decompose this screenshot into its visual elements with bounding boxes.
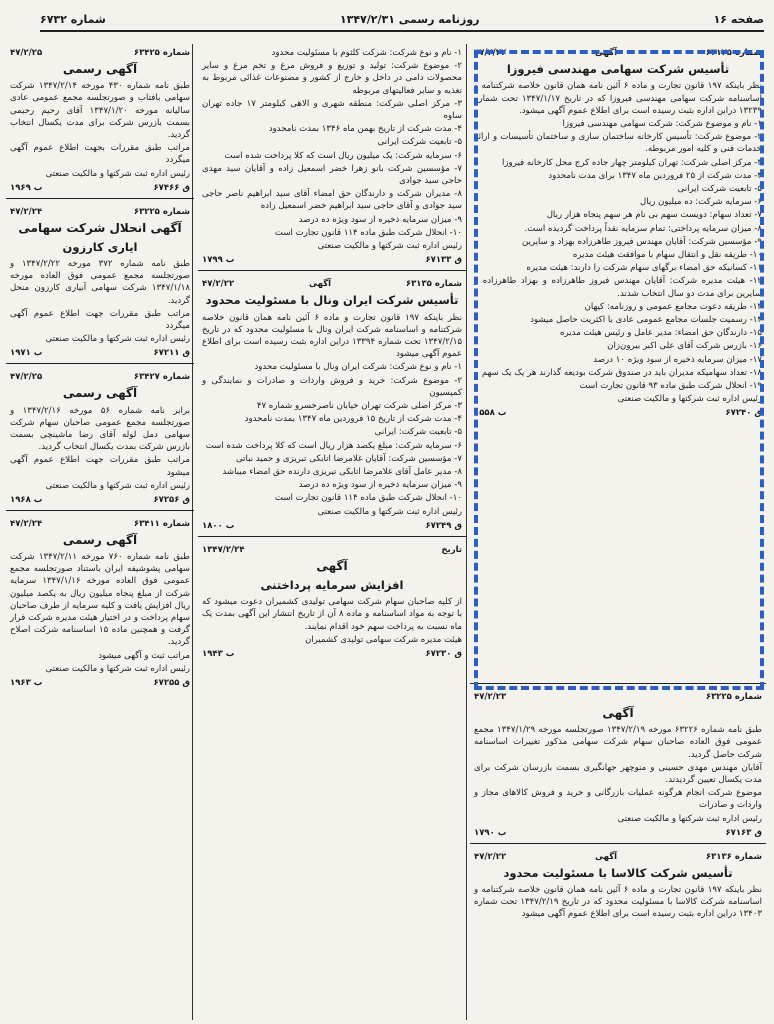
notice-baftab (6, 44, 194, 199)
notice-line: ۱۹- انحلال شرکت طبق ماده ۹۳ قانون تجارت است (579, 381, 762, 392)
notice-title: ایاری کارزون (62, 239, 138, 254)
footer-ref: ق ۶۷۲۵۵ (153, 677, 190, 688)
footer-code: ب ۱۷۹۹ (202, 255, 235, 266)
column-middle (198, 44, 466, 1020)
notice-firouza (470, 44, 766, 684)
footer-ref: ق ۶۷۱۳۳ (425, 255, 462, 266)
notice-line: ۵- تابعیت شرکت: ایرانی (374, 427, 462, 438)
issue-date: روزنامه رسمی ۱۳۴۷/۲/۳۱ (339, 12, 480, 26)
notice-iran-vonal (198, 275, 466, 537)
notice-line: نظر باینکه ۱۹۷ قانون تجارت و ماده ۶ آئین نامه همان قانون خلاصه شرکتنامه و اساسنامه شرکت کالاسا با مسئولیت محدود که در تاریخ ۱۳۴۷/۲/۱۹ تحت شماره ۱۳۴۰۳ دراین اداره بثبت رسیده است برای اطلاع عموم آگهی میشود (474, 885, 762, 920)
notice-line: ۱- نام و موضوع شرکت: شرکت سهامی مهندسی فیروزا (562, 119, 762, 129)
notice-date: ۴۷/۲/۲۴ (10, 206, 43, 217)
notice-line: ۶- سرمایه شرکت: مبلغ یکصد هزار ریال است که کلا پرداخت شده است (205, 440, 462, 451)
notice-line: ۱۰- انحلال شرکت طبق ماده ۱۱۴ قانون تجارت است (274, 493, 462, 504)
notice-line: ۵- تابعیت شرکت ایرانی (377, 137, 462, 148)
notice-body (10, 551, 190, 675)
footer-code: ب ۱۸۰۰ (202, 520, 235, 531)
notice-line: رئیس اداره ثبت شرکتها و مالکیت صنعتی (45, 334, 190, 345)
notice-line: ۱۵- دارندگان حق امضاء: مدیر عامل و رئیس هیئت مدیره (560, 328, 762, 339)
notice-date: ۴۷/۲/۲۴ (10, 518, 43, 529)
notice-line: ۳- مرکز اصلی شرکت تهران خیابان ناصرخسرو شماره ۴۷ (256, 400, 462, 411)
notice-line: ۲- موضوع شرکت: خرید و فروش واردات و صادرات و نمایندگی و کمیسیون (202, 375, 462, 398)
footer-code: ب ۱۹۴۳ (202, 648, 235, 659)
footer-code: ب ۱۹۶۳ (10, 677, 43, 688)
notice-kolsum (198, 44, 466, 271)
notice-body (474, 884, 762, 921)
footer-ref: ق ۶۷۲۴۰ (725, 408, 762, 419)
notice-line: ۱۰- طریقه نقل و انتقال سهام با موافقت هیئت مدیره (572, 250, 762, 261)
notice-date-label: تاریخ (441, 544, 462, 555)
notice-footer (474, 407, 762, 419)
notice-line: ۱۷- میزان سرمایه ذخیره از سود ویژه ۱۰ درصد (593, 354, 762, 365)
notice-footer (474, 827, 762, 839)
notice-meta (202, 278, 462, 290)
notice-line: ۳- مرکز اصلی شرکت: منطقه شهری و الاهی کیلومتر ۱۷ جاده تهران ساوه (202, 98, 462, 122)
notice-number: شماره ۶۳۱۲۵ (705, 48, 762, 58)
notice-line: هیئت مدیره شرکت سهامی تولیدی کشمیران (305, 634, 462, 645)
notice-date: ۴۷/۲/۲۲ (474, 48, 507, 58)
column-left (6, 44, 194, 1020)
notice-line: طبق نامه شماره ۶۳۲۲۶ مورخه ۱۳۴۷/۲/۱۹ صورتجلسه مورخه ۱۳۴۷/۱/۲۹ مجمع عمومی فوق العاده صاحبان سهام شرکت سهامی مذکور تغییرات اساسنامه شرکت حاصل گردید. (474, 725, 762, 760)
notice-capital-increase (198, 541, 466, 664)
notice-body (10, 258, 190, 345)
footer-ref: ق ۶۷۲۴۹ (425, 520, 462, 531)
notice-body (474, 80, 762, 405)
notice-line: ۹- میزان سرمایه ذخیره از سود ویژه ده درصد (298, 480, 462, 491)
notice-line: ۱۱- کسانیکه حق امضاء برگهای سهام شرکت را دارند: هیئت مدیره (526, 263, 762, 274)
footer-code: ب ۱۹۶۹ (10, 182, 43, 193)
notice-line: ۱۸- تعداد سهامیکه مدیران باید در صندوق شرکت بودیعه گذارند هر یک یک سهم (481, 367, 762, 378)
notice-body (10, 405, 190, 492)
notice-title: تأسیس شرکت ایران ونال با مسئولیت محدود (205, 293, 459, 308)
notice-number: شماره ۶۳۴۱۱ (133, 518, 190, 529)
notice-line: نظر باینکه ۱۹۷ قانون تجارت و ماده ۶ آئین نامه همان قانون خلاصه شرکتنامه و اساسنامه شرکت ایران ونال با مسئولیت محدود که در تاریخ ۱۳۴۷/۲/۱۵ تحت شماره ۱۳۳۹۴ دراین اداره بثبت رسیده است برای اطلاع عموم آگهی میشود (202, 312, 463, 360)
notice-line: مراتب طبق مقررات جهت اطلاع عموم آگهی میگردد (10, 308, 190, 332)
footer-code: ب ۱۹۷۱ (10, 348, 43, 359)
notice-line: ۹- میزان سرمایه ذخیره از سود ویژه ده درصد (298, 214, 462, 225)
notice-kind: آگهی (602, 706, 634, 721)
notice-line: ۳- مرکز اصلی شرکت: تهران کیلومتر چهار جاده کرج محل کارخانه فیروزا (502, 157, 762, 168)
notice-line: ۴- مدت شرکت از تاریخ ۱۵ فروردین ماه ۱۳۴۷ بمدت نامحدود (244, 414, 462, 425)
notice-kind: آگهی انحلال شرکت سهامی (18, 220, 182, 235)
notice-date: ۴۷/۲/۲۵ (10, 48, 43, 58)
column-divider (466, 44, 467, 1020)
notice-line: از کلیه صاحبان سهام شرکت سهامی تولیدی کشمیران دعوت میشود که با توجه به مواد اساسنامه و ماده ۸ آن از تاریخ انتشار این آگهی بمدت یک ماه نسبت به پرداخت سهم خود اقدام نمایند. (202, 597, 463, 632)
notice-kind: آگهی رسمی (62, 386, 138, 401)
notice-lule (6, 368, 194, 510)
notice-kind: آگهی (595, 48, 618, 58)
notice-line: ۶- سرمایه شرکت: ده میلیون ریال (639, 197, 762, 208)
notice-number: شماره ۶۳۱۳۶ (705, 851, 762, 862)
notice-line: ۱۲- هیئت مدیره شرکت: آقایان مهندس فیروز طاهرزاده و بهزاد طاهرزاده و سایرین برای مدت دو سال انتخاب شدند. (474, 276, 762, 299)
notice-capital (6, 515, 194, 693)
notice-footer (10, 677, 190, 689)
notice-date: ۴۷/۲/۲۲ (202, 279, 235, 290)
notice-line: ۴- مدت شرکت از ۲۵ فروردین ماه ۱۳۴۷ برای مدت نامحدود (548, 170, 762, 181)
notice-kind: آگهی (595, 851, 618, 862)
notice-line: ۷- تعداد سهام: دویست سهم بی نام هر سهم پنجاه هزار ریال (546, 210, 762, 221)
notice-line: ۱۰- انحلال شرکت طبق ماده ۱۱۴ قانون تجارت است (274, 227, 462, 238)
notice-line: برابر نامه شماره ۵۶ مورخه ۱۳۴۷/۲/۱۶ و صورتجلسه مجمع عمومی صاحبان سهام شرکت سهامی دمل لوله آقای رضا ماشینچی بسمت بازرس شرکت بمدت یکسال انتخاب گردید. (10, 405, 191, 453)
notice-footer (10, 182, 190, 194)
page-header (40, 8, 764, 32)
notice-line: رئیس اداره ثبت شرکتها و مالکیت صنعتی (317, 241, 462, 252)
notice-line: ۹- مؤسسین شرکت: آقایان مهندس فیروز طاهرزاده بهزاد و سایرین (521, 236, 762, 247)
notice-number: شماره ۶۳۱۳۵ (405, 279, 462, 290)
notice-line: رئیس اداره ثبت شرکتها و مالکیت صنعتی (617, 394, 762, 405)
notice-meta (202, 544, 462, 556)
notice-meta (474, 47, 762, 59)
footer-ref: ق ۶۷۱۶۳ (725, 827, 762, 838)
notice-meta (10, 371, 190, 383)
notice-line: رئیس اداره ثبت شرکتها و مالکیت صنعتی (45, 480, 190, 491)
notice-line: طبق نامه شماره ۷۶۰ مورخه ۱۳۴۷/۲/۱۱ شرکت سهامی پشوشیفه ایران باستناد صورتجلسه مجمع عمومی فوق العاده مورخه ۱۳۴۷/۱/۱۶ سرمایه شرکت از مبلغ پنجاه میلیون ریال به یکصد میلیون ریال افزایش یافت و کلیه سرمایه از طرف صاحبان سهام پرداخت و در اختیار هیئت مدیره شرکت قرار گرفت و همچنین ماده ۱۵ اساسنامه شرکت اصلاح گردید. (9, 551, 191, 648)
footer-ref: ق ۶۷۲۵۶ (153, 494, 190, 505)
notice-kind: آگهی (309, 279, 332, 290)
notice-kind: آگهی (316, 558, 348, 573)
notice-date: ۴۷/۲/۲۳ (474, 692, 507, 702)
notice-meta (10, 518, 190, 530)
notice-line: ۱۳- طریقه دعوت مجامع عمومی و روزنامه: کیهان (584, 301, 762, 312)
notice-number: شماره ۶۳۴۲۷ (133, 372, 190, 383)
notice-number: شماره ۶۳۲۲۵ (133, 206, 190, 217)
notice-kind: آگهی رسمی (62, 532, 138, 547)
notice-number: شماره ۶۳۲۲۵ (705, 692, 762, 702)
notice-share-change (470, 688, 766, 844)
notice-line: رئیس اداره ثبت شرکتها و مالکیت صنعتی (45, 663, 190, 674)
notice-number: شماره ۶۳۴۲۵ (133, 48, 190, 58)
notice-line: ۸- مدیران شرکت و دارندگان حق امضاء آقای سید ابراهیم ناصر حاجی سید جوادی و آقای حاجی سید ابراهیم خضر اسمعیل زاده (202, 189, 462, 212)
notice-line: مراتب طبق مقررات بجهت اطلاع عموم آگهی میگردد (10, 143, 190, 166)
notice-line: ۸- مدیر عامل آقای غلامرضا اتابکی تبریزی دارنده حق امضاء میباشد (222, 467, 462, 477)
footer-code: ب ۱۹۶۸ (10, 494, 43, 505)
notice-footer (202, 648, 462, 660)
notice-meta (10, 47, 190, 59)
notice-footer (10, 347, 190, 359)
notice-line: ۲- موضوع شرکت: تأسیس کارخانه ساختمان سازی و ساختمان تأسیسات و ارائه خدمات فنی و کلیه امور مربوطه. (474, 132, 762, 155)
notice-body (202, 596, 462, 646)
notice-line: ۱- نام و نوع شرکت: شرکت ایران ونال با مسئولیت محدود (254, 362, 462, 373)
notice-meta (474, 691, 762, 703)
notice-body (474, 724, 762, 824)
notice-body (202, 47, 462, 252)
notice-line: طبق نامه شماره ۴۳۰ مورخه ۱۳۴۷/۲/۱۴ شرکت سهامی بافتاب و صورتجلسه مجمع عمومی عادی سالیانه مورخه ۱۳۴۷/۱/۲۰ آقای رحیم رحیمی بسمت بازرس شرکت برای مدت یکسال انتخاب گردید. (10, 81, 190, 140)
notice-line: ۱- نام و نوع شرکت: شرکت کلثوم با مسئولیت محدود (271, 48, 462, 58)
notice-date: ۴۷/۲/۲۵ (10, 372, 43, 383)
notice-line: رئیس اداره ثبت شرکتها و مالکیت صنعتی (617, 813, 762, 824)
notice-title: افزایش سرمایه پرداختنی (260, 577, 404, 592)
notice-line: ۷- مؤسسین شرکت بانو زهرا خضر اسمعیل زاده و آقایان سید مهدی حاجی سید جوادی (202, 163, 462, 187)
notice-line: ۲- موضوع شرکت: تولید و توزیع و فروش مرغ و تخم مرغ و سایر محصولات دامی در داخل و خارج از کشور و مصنوعات غذائی مربوط به تغذیه و سایر فعالیتهای مربوطه (202, 61, 462, 96)
notice-kalasa (470, 848, 766, 926)
notice-line: ۴- مدت شرکت از تاریخ بهمن ماه ۱۳۴۶ بمدت نامحدود (268, 124, 462, 135)
notice-footer (202, 254, 462, 266)
notice-kind: آگهی رسمی (62, 62, 138, 77)
notice-line: مراتب ثبت و آگهی میشود (98, 650, 190, 661)
notice-line: آقایان مهندس مهدی حسینی و منوچهر جهانگیری بسمت بازرسان شرکت برای مدت یکسال تعیین گردیدند. (474, 762, 762, 785)
footer-ref: ق ۶۷۲۳۰ (425, 648, 462, 659)
notice-title: تأسیس شرکت سهامی مهندسی فیروزا (506, 62, 730, 77)
notice-line: ۷- مؤسسین شرکت: آقایان غلامرضا اتابکی تبریزی و حمید نباتی (235, 453, 462, 464)
footer-code: ب ۱۵۵۸ (474, 408, 507, 419)
page-label: صفحه ۱۶ (713, 12, 764, 26)
footer-code: ب ۱۷۹۰ (474, 827, 507, 838)
notice-title: تأسیس شرکت کالاسا با مسئولیت محدود (503, 865, 733, 880)
notice-meta (474, 851, 762, 863)
notice-body (10, 80, 190, 179)
notice-line: ۸- میزان سرمایه پرداختی: تمام سرمایه نقداً پرداخت گردیده است. (524, 223, 762, 234)
issue-number: شماره ۶۷۳۲ (40, 12, 106, 26)
notice-line: ۱۴- رسمیت جلسات مجامع عمومی عادی با اکثریت حاصل میشود (530, 315, 762, 326)
notice-footer (10, 494, 190, 506)
notice-karzoon (6, 203, 194, 365)
notice-line: ۶- سرمایه شرکت: یک میلیون ریال است که کلا پرداخت شده است (224, 150, 462, 161)
notice-body (202, 312, 462, 518)
notice-meta (10, 206, 190, 218)
notice-date: ۱۳۴۷/۲/۲۴ (202, 544, 245, 555)
notice-line: نظر باینکه ۱۹۷ قانون تجارت و ماده ۶ آئین نامه همان قانون خلاصه شرکتنامه و اساسنامه شرکت سهامی مهندسی فیروزا که در تاریخ ۱۳۴۷/۱/۱۷ تحت شماره ۱۳۲۳۹ دراین اداره بثبت رسیده است برای اطلاع عموم آگهی میشود. (474, 81, 762, 116)
column-right (470, 44, 766, 1020)
notice-footer (202, 520, 462, 532)
notice-date: ۴۷/۲/۲۲ (474, 851, 507, 862)
notice-line: ۱۶- بازرس شرکت آقای علی اکبر بیرون‌زان (607, 341, 762, 352)
footer-ref: ق ۶۷۴۶۶ (153, 182, 190, 193)
notice-line: رئیس اداره ثبت شرکتها و مالکیت صنعتی (45, 168, 190, 179)
footer-ref: ق ۶۷۲۱۱ (153, 348, 190, 359)
notice-line: طبق نامه شماره ۳۷۲ مورخه ۱۳۴۷/۲/۲۲ و صورتجلسه مجمع عمومی فوق العاده مورخه ۱۳۴۷/۱/۱۸ شرکت سهامی آبیاری کارزون منحل گردید. (10, 259, 190, 306)
notice-line: ۵- تابعیت شرکت ایرانی (677, 184, 762, 195)
notice-line: موضوع شرکت انجام هرگونه عملیات بازرگانی و خرید و فروش کالاهای مجاز و واردات و صادرات (474, 788, 762, 811)
notice-line: رئیس اداره ثبت شرکتها و مالکیت صنعتی (317, 506, 462, 517)
notice-line: مراتب طبق مقررات جهت اطلاع عموم آگهی میشود (10, 455, 190, 478)
